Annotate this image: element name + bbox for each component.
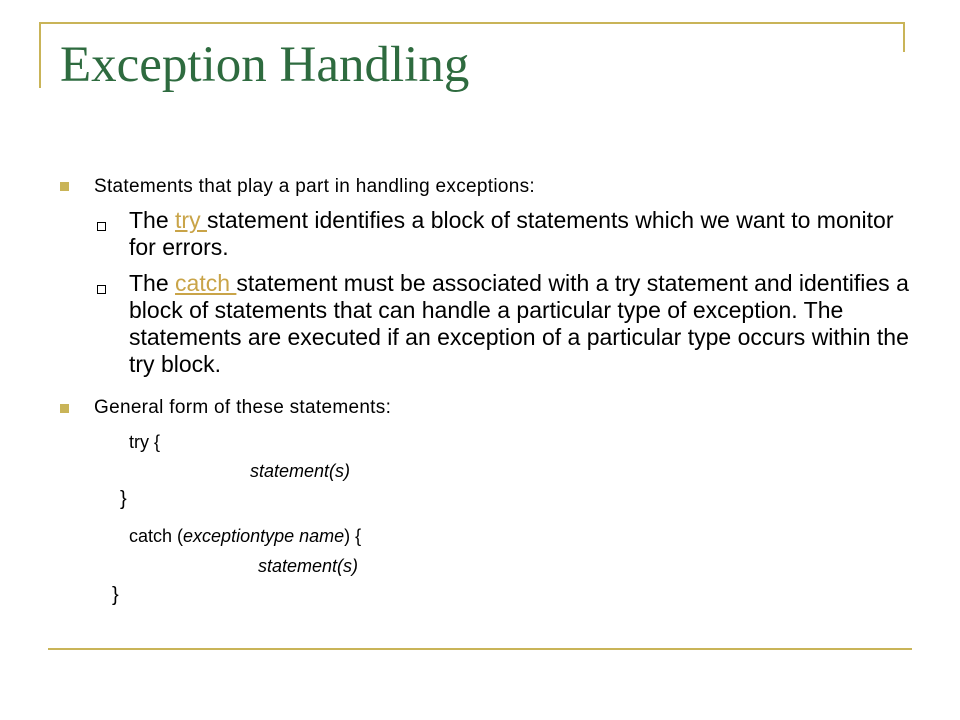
- code-line-close-brace-1: }: [120, 488, 127, 510]
- code-line-try: try {: [129, 432, 161, 452]
- code-line-close-brace-2: }: [112, 584, 119, 606]
- code-line-statement-1: [250, 461, 350, 482]
- hollow-square-bullet-icon: [97, 222, 106, 231]
- sub-bullet-catch-prefix: The: [129, 270, 176, 296]
- slide-title: Exception Handling: [60, 37, 470, 93]
- sub-bullet-try-suffix: statement identifies a block of statements which we want to monitor for errors.: [129, 207, 894, 260]
- code-line-statement-2: [258, 556, 358, 577]
- left-border-line: [39, 22, 41, 88]
- bullet-square-icon: [60, 182, 69, 191]
- code-catch-suffix: ) {: [344, 526, 362, 546]
- code-catch-prefix: catch (: [129, 526, 184, 546]
- bullet-square-icon: [60, 404, 69, 413]
- sub-bullet-try-prefix: The: [129, 207, 176, 233]
- code-catch-params: exceptiontype name: [183, 526, 345, 546]
- code-statement-2-text: statement(s): [258, 556, 359, 576]
- sub-bullet-try: [129, 207, 919, 261]
- hollow-square-bullet-icon: [97, 285, 106, 294]
- code-statement-1-text: statement(s): [250, 461, 351, 481]
- top-right-border-line: [903, 22, 905, 52]
- code-line-catch: [129, 526, 361, 547]
- top-border-line: [39, 22, 905, 24]
- try-link[interactable]: try: [175, 207, 207, 233]
- bullet-general-form: General form of these statements:: [94, 397, 392, 418]
- catch-link[interactable]: catch: [175, 270, 237, 296]
- bottom-border-line: [48, 648, 912, 650]
- sub-bullet-catch: [129, 270, 919, 378]
- bullet-statements-intro: Statements that play a part in handling exceptions:: [94, 176, 535, 197]
- sub-bullet-catch-suffix: statement must be associated with a try statement and identifies a block of statements that can handle a particular type of exception. The statements are executed if an exception of a particular type occurs within the try block.: [129, 270, 909, 377]
